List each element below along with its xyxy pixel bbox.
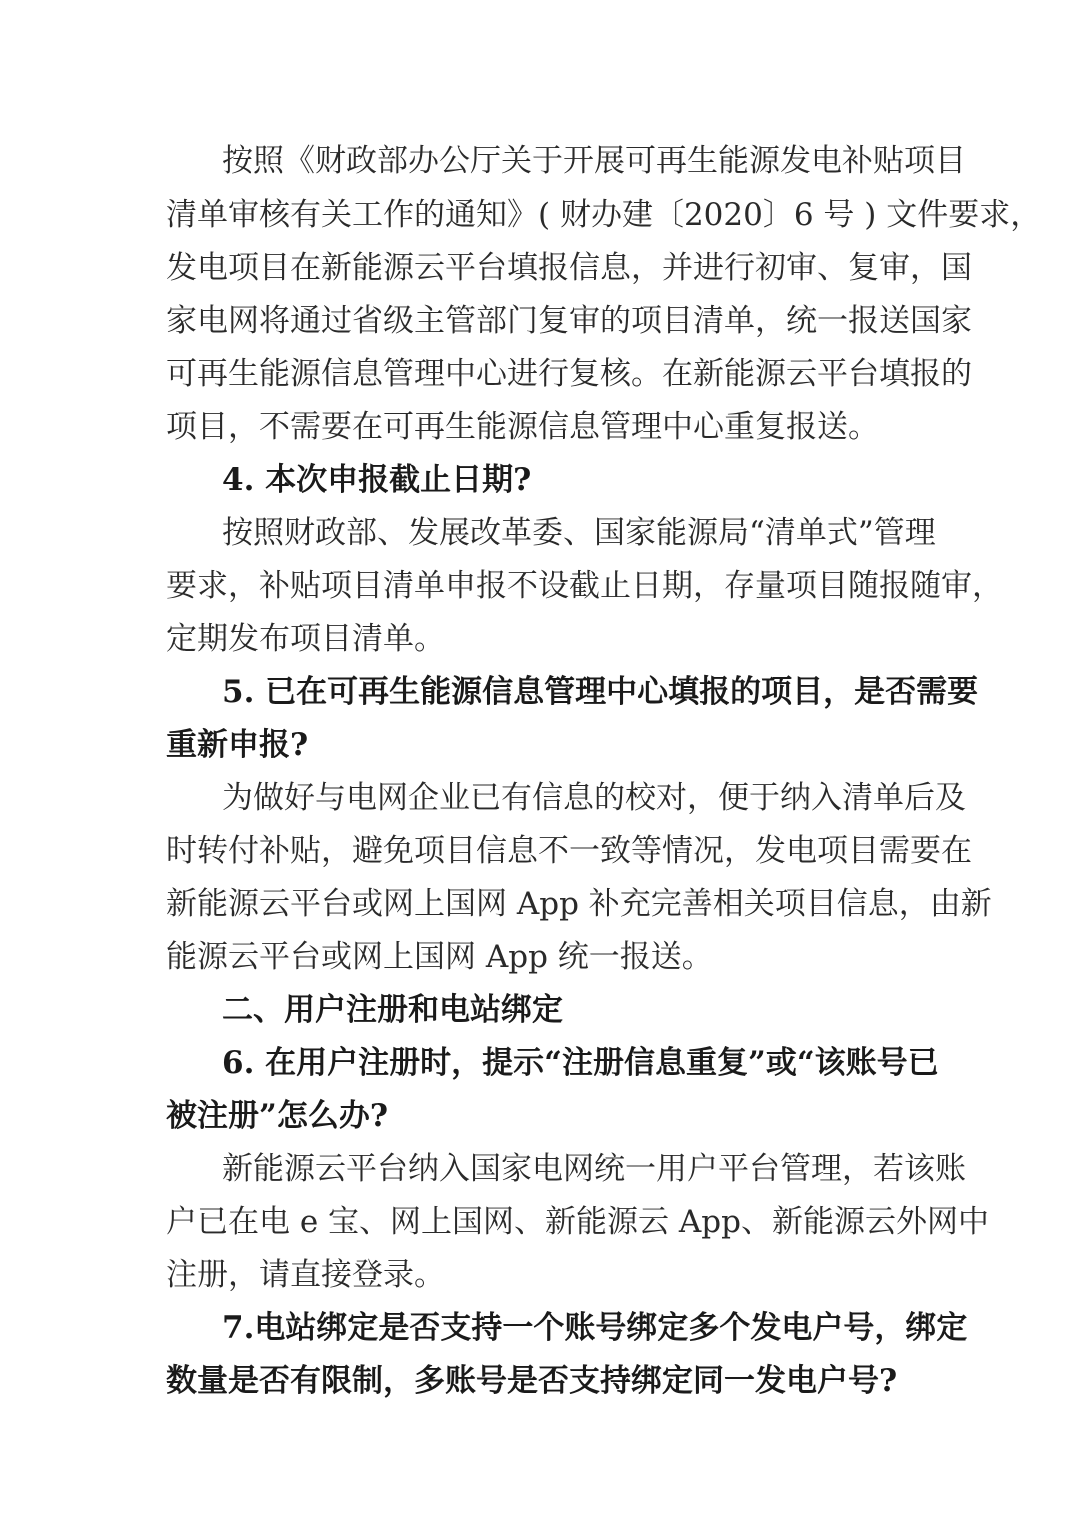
- paragraph-line: 项目，不需要在可再生能源信息管理中心重复报送。: [166, 409, 879, 445]
- paragraph-line: 按照财政部、发展改革委、国家能源局“清单式”管理: [222, 515, 936, 551]
- paragraph-line: 可再生能源信息管理中心进行复核。在新能源云平台填报的: [166, 356, 972, 392]
- question-heading: 4. 本次申报截止日期?: [222, 462, 532, 498]
- paragraph-line: 定期发布项目清单。: [166, 621, 445, 657]
- paragraph-line: 能源云平台或网上国网 App 统一报送。: [166, 939, 713, 975]
- paragraph-line: 为做好与电网企业已有信息的校对，便于纳入清单后及: [222, 780, 966, 816]
- paragraph-line: 发电项目在新能源云平台填报信息，并进行初审、复审，国: [166, 250, 972, 286]
- paragraph-line: 家电网将通过省级主管部门复审的项目清单，统一报送国家: [166, 303, 972, 339]
- paragraph-line: 新能源云平台纳入国家电网统一用户平台管理，若该账: [222, 1151, 966, 1187]
- question-heading: 5. 已在可再生能源信息管理中心填报的项目，是否需要: [222, 674, 979, 710]
- paragraph-line: 注册，请直接登录。: [166, 1257, 445, 1293]
- question-heading: 6. 在用户注册时，提示“注册信息重复”或“该账号已: [222, 1045, 939, 1081]
- paragraph-line: 清单审核有关工作的通知》( 财办建〔2020〕6 号 ) 文件要求，: [166, 197, 1042, 233]
- question-heading: 被注册”怎么办?: [166, 1098, 388, 1134]
- question-heading: 重新申报?: [166, 727, 309, 763]
- question-heading: 数量是否有限制，多账号是否支持绑定同一发电户号?: [166, 1363, 898, 1399]
- paragraph-line: 新能源云平台或网上国网 App 补充完善相关项目信息，由新: [166, 886, 992, 922]
- question-heading: 7.电站绑定是否支持一个账号绑定多个发电户号，绑定: [222, 1310, 968, 1346]
- paragraph-line: 户已在电 e 宝、网上国网、新能源云 App、新能源云外网中: [166, 1204, 989, 1240]
- paragraph-line: 要求，补贴项目清单申报不设截止日期，存量项目随报随审，: [166, 568, 1003, 604]
- section-heading: 二、用户注册和电站绑定: [222, 992, 563, 1028]
- paragraph-line: 时转付补贴，避免项目信息不一致等情况，发电项目需要在: [166, 833, 972, 869]
- paragraph-line: 按照《财政部办公厅关于开展可再生能源发电补贴项目: [222, 143, 966, 179]
